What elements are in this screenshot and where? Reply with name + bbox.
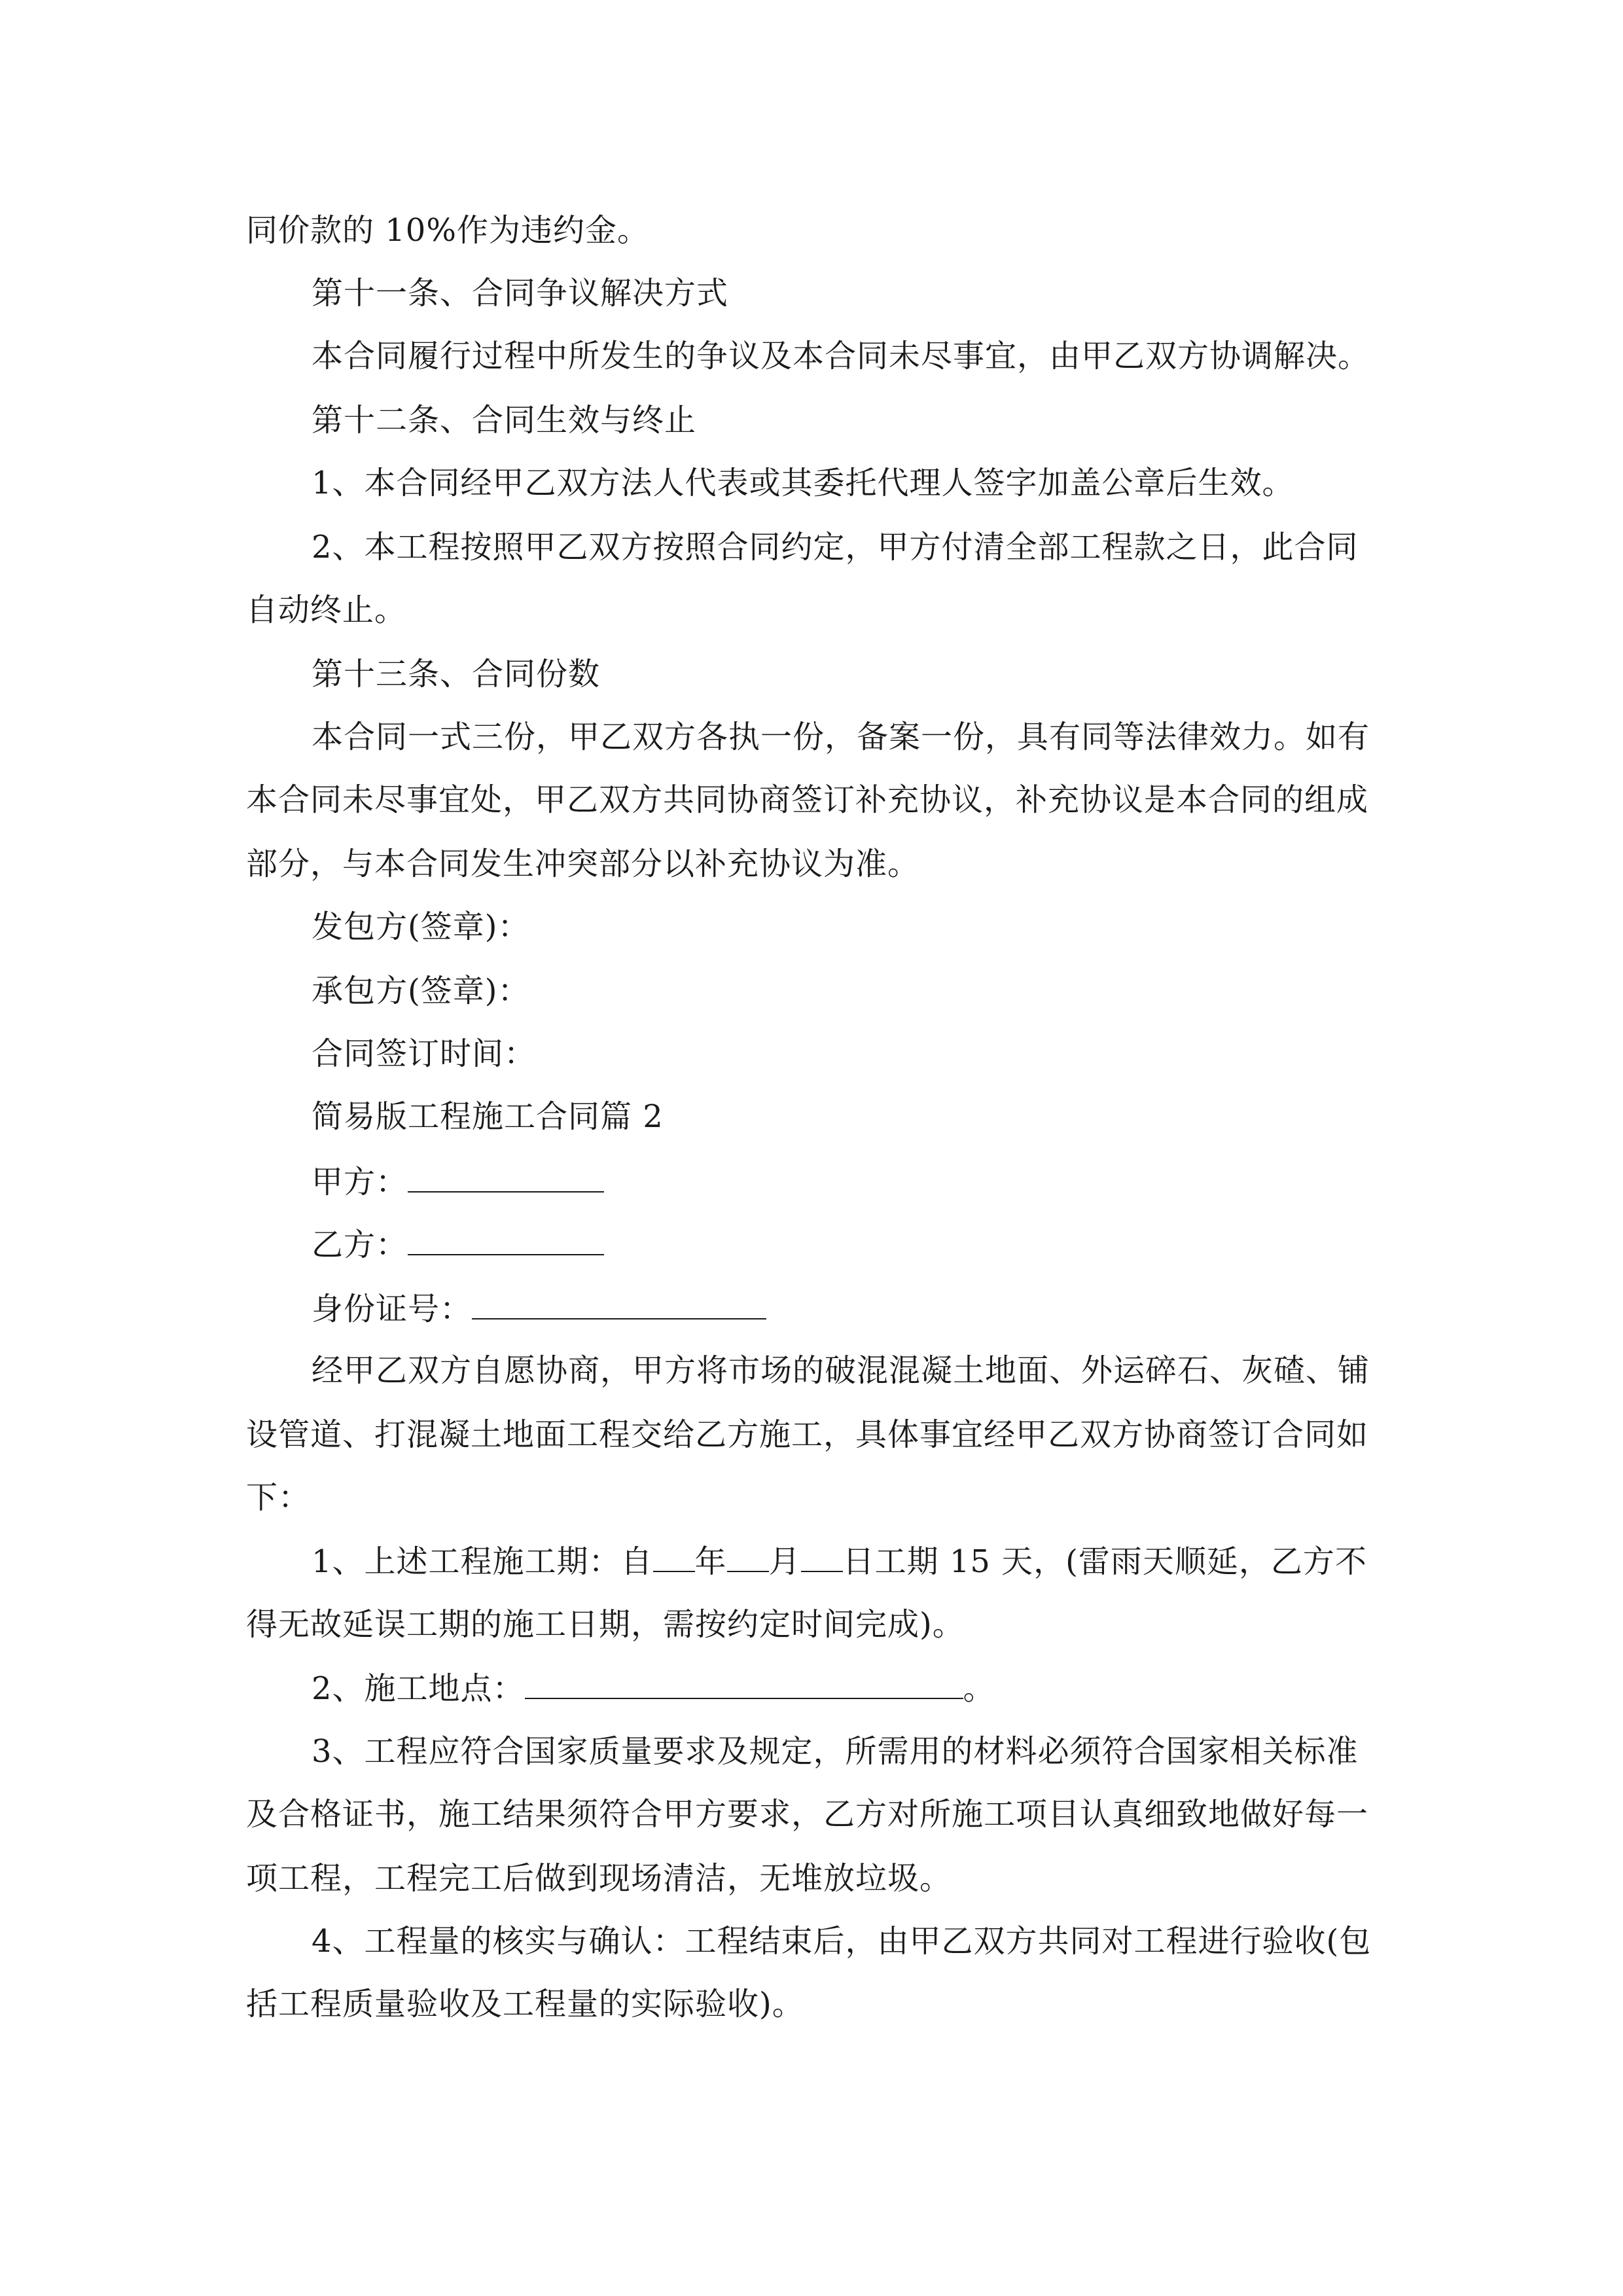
year-label: 年 [694,1543,727,1580]
paragraph-line: 及合格证书，施工结果须符合甲方要求，乙方对所施工项目认真细致地做好每一 [246,1796,1369,1833]
party-a-label: 甲方： [312,1164,408,1200]
signature-label-employer: 发包方(签章)： [312,908,530,945]
party-a-line [312,1161,604,1202]
period-text-start: 1、上述工程施工期：自 [312,1543,653,1580]
month-blank [727,1541,769,1572]
paragraph-line: 设管道、打混凝土地面工程交给乙方施工，具体事宜经甲乙双方协商签订合同如 [246,1416,1369,1453]
site-end: 。 [963,1670,995,1707]
section-title: 简易版工程施工合同篇 2 [312,1098,664,1135]
construction-period-line [312,1541,1367,1581]
paragraph-line: 本合同未尽事宜处，甲乙双方共同协商签订补充协议，补充协议是本合同的组成 [246,781,1369,818]
paragraph-line: 下： [246,1479,311,1516]
id-number-blank [472,1288,766,1319]
site-blank [525,1668,963,1699]
paragraph-line: 自动终止。 [246,592,407,628]
party-b-line [312,1224,604,1265]
year-blank [653,1541,695,1572]
site-label: 2、施工地点： [312,1670,525,1707]
paragraph-line: 经甲乙双方自愿协商，甲方将市场的破混混凝土地面、外运碎石、灰碴、铺 [312,1352,1370,1389]
paragraph-line: 4、工程量的核实与确认：工程结束后，由甲乙双方共同对工程进行验收(包 [312,1923,1372,1960]
day-blank [801,1541,843,1572]
paragraph-line: 部分，与本合同发生冲突部分以补充协议为准。 [246,846,920,882]
id-number-line [312,1288,766,1329]
article-heading: 第十三条、合同份数 [312,656,601,692]
party-b-blank [408,1224,604,1255]
paragraph-line: 3、工程应符合国家质量要求及规定，所需用的材料必须符合国家相关标准 [312,1733,1359,1770]
site-line [312,1668,995,1708]
signature-label-contractor: 承包方(签章)： [312,973,530,1009]
paragraph-line: 项工程，工程完工后做到现场清洁，无堆放垃圾。 [246,1860,952,1897]
paragraph-line: 括工程质量验收及工程量的实际验收)。 [246,1986,804,2022]
paragraph-line: 本合同履行过程中所发生的争议及本合同未尽事宜，由甲乙双方协调解决。 [312,338,1370,374]
paragraph-line: 同价款的 10%作为违约金。 [246,212,649,249]
paragraph-line: 本合同一式三份，甲乙双方各执一份，备案一份，具有同等法律效力。如有 [312,719,1370,755]
article-heading: 第十一条、合同争议解决方式 [312,275,729,312]
signing-date-label: 合同签订时间： [312,1035,537,1072]
party-a-blank [408,1161,604,1193]
id-number-label: 身份证号： [312,1291,473,1327]
period-text-end: 日工期 15 天，(雷雨天顺延，乙方不 [842,1543,1367,1580]
article-heading: 第十二条、合同生效与终止 [312,402,697,439]
paragraph-line: 得无故延误工期的施工日期，需按约定时间完成)。 [246,1606,965,1643]
paragraph-line: 2、本工程按照甲乙双方按照合同约定，甲方付清全部工程款之日，此合同 [312,529,1359,565]
party-b-label: 乙方： [312,1227,408,1263]
paragraph-line: 1、本合同经甲乙双方法人代表或其委托代理人签字加盖公章后生效。 [312,465,1294,501]
month-label: 月 [768,1543,801,1580]
